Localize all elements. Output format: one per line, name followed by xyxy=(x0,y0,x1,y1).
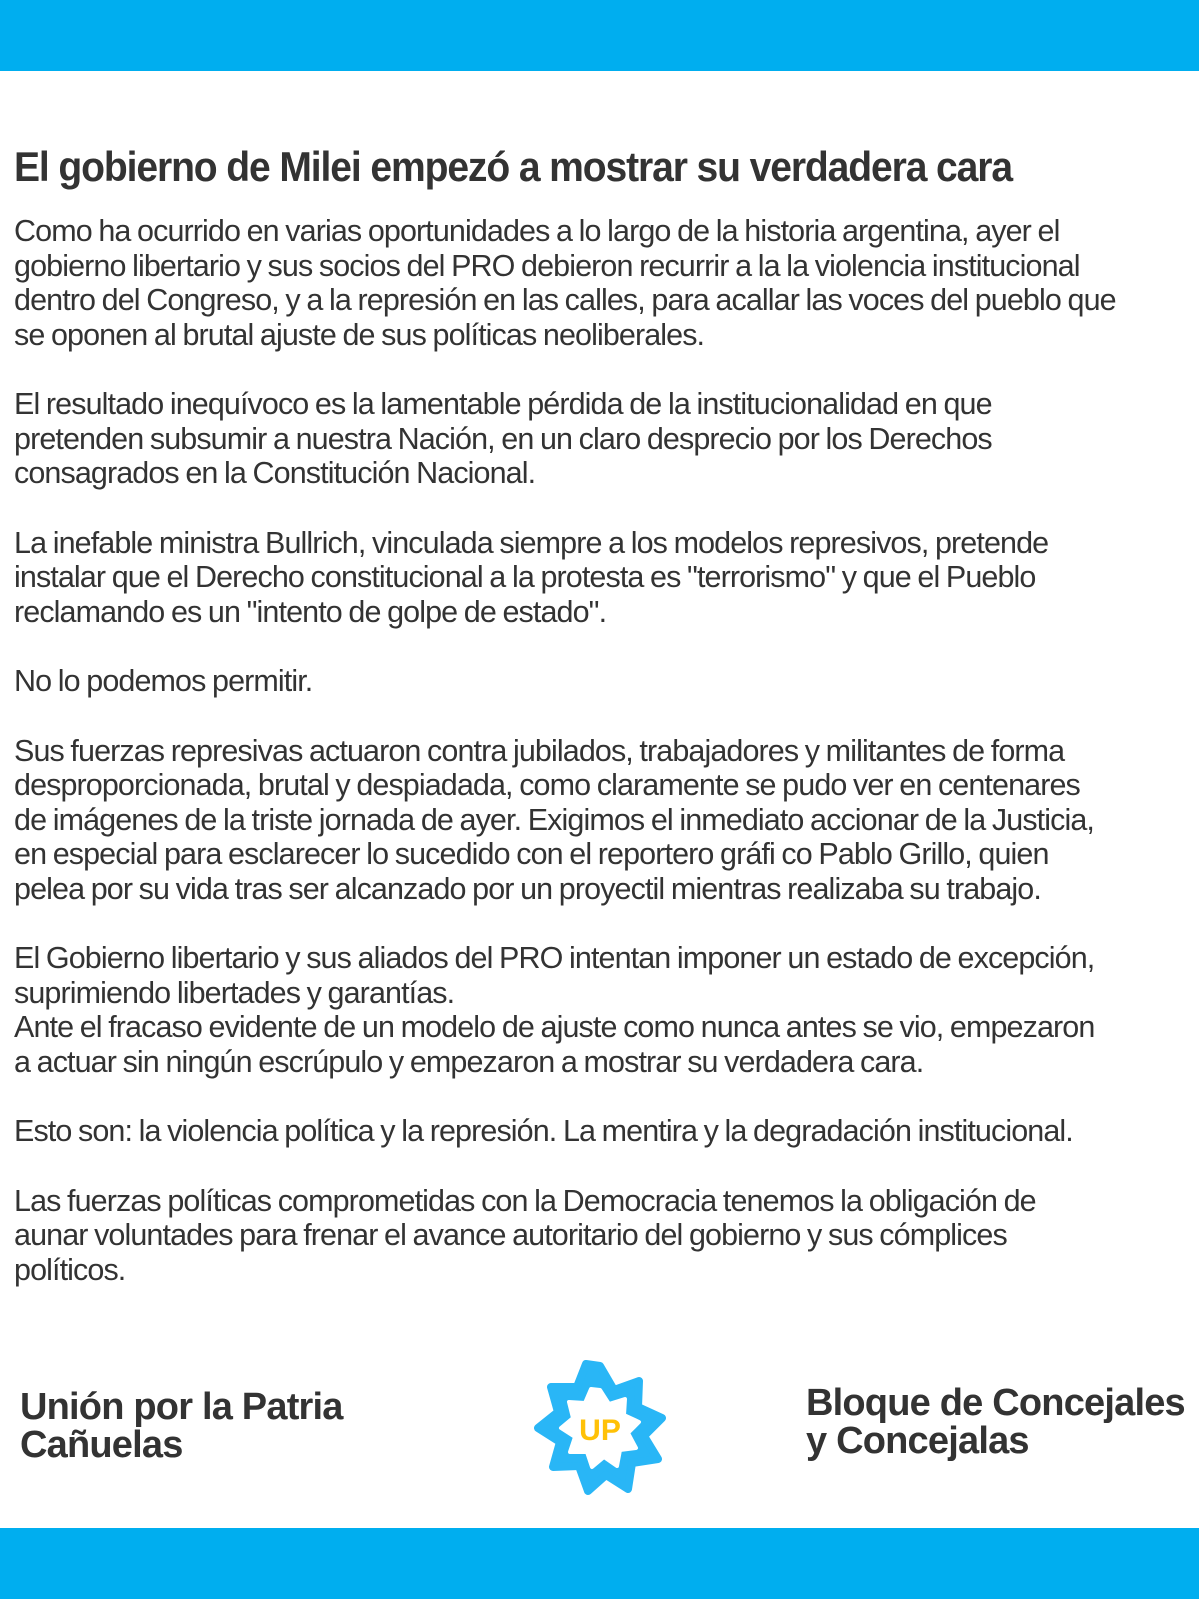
paragraph-4 xyxy=(14,664,1186,699)
paragraph-3 xyxy=(14,526,1186,630)
text-line: políticos. xyxy=(14,1252,126,1287)
text-line: gobierno libertario y sus socios del PRO debieron recurrir a la la violencia institucional xyxy=(14,248,1080,283)
text-line: desproporcionada, brutal y despiadada, como claramente se pudo ver en centenares xyxy=(14,768,1080,802)
paragraph-6 xyxy=(14,941,1186,1079)
text-line: Ante el fracaso evidente de un modelo de ajuste como nunca antes se vio, empezaron xyxy=(14,1010,1095,1044)
text-line: La inefable ministra Bullrich, vinculada siempre a los modelos represivos, pretende xyxy=(14,525,1049,560)
paragraph-7 xyxy=(14,1114,1186,1149)
statement-body xyxy=(14,214,1186,1322)
text-line: de imágenes de la triste jornada de ayer. Exigimos el inmediato accionar de la Justicia, xyxy=(14,802,1094,837)
text-line: a actuar sin ningún escrúpulo y empezaron a mostrar su verdadera cara. xyxy=(14,1044,924,1079)
signature-party-locality: Cañuelas xyxy=(20,1424,183,1466)
text-line: en especial para esclarecer lo sucedido con el reportero gráfi co Pablo Grillo, quien xyxy=(14,837,1049,871)
signature-party xyxy=(20,1388,343,1464)
text-line: El resultado inequívoco es la lamentable pérdida de la institucionalidad en que xyxy=(14,387,992,421)
text-line: reclamando es un "intento de golpe de estado". xyxy=(14,594,607,629)
text-line: consagrados en la Constitución Nacional. xyxy=(14,456,536,490)
page-title: El gobierno de Milei empezó a mostrar su verdadera cara xyxy=(14,143,1012,191)
text-line: instalar que el Derecho constitucional a la protesta es "terrorismo" y que el Pueblo xyxy=(14,560,1036,594)
text-line: No lo podemos permitir. xyxy=(14,664,313,698)
text-line: Sus fuerzas represivas actuaron contra jubilados, trabajadores y militantes de forma xyxy=(14,733,1065,768)
signature-bloc xyxy=(806,1384,1185,1460)
signature-bloc-line2: y Concejalas xyxy=(806,1420,1029,1462)
text-line: aunar voluntades para frenar el avance autoritario del gobierno y sus cómplices xyxy=(14,1218,1007,1252)
star-badge-icon xyxy=(532,1360,668,1496)
up-logo xyxy=(532,1360,668,1496)
text-line: dentro del Congreso, y a la represión en las calles, para acallar las voces del pueblo que xyxy=(14,283,1116,317)
svg-text:UP: UP xyxy=(579,1414,621,1447)
paragraph-5 xyxy=(14,734,1186,907)
text-line: Las fuerzas políticas comprometidas con la Democracia tenemos la obligación de xyxy=(14,1183,1036,1218)
signature-bloc-line1: Bloque de Concejales xyxy=(806,1382,1185,1424)
text-line: se oponen al brutal ajuste de sus políticas neoliberales. xyxy=(14,317,705,352)
text-line: El Gobierno libertario y sus aliados del PRO intentan imponer un estado de excepción, xyxy=(14,941,1095,975)
bottom-color-band xyxy=(0,1528,1199,1599)
text-line: pretenden subsumir a nuestra Nación, en un claro desprecio por los Derechos xyxy=(14,421,992,456)
paragraph-2 xyxy=(14,387,1186,491)
text-line: Esto son: la violencia política y la represión. La mentira y la degradación institucional. xyxy=(14,1114,1073,1148)
paragraph-1 xyxy=(14,214,1186,352)
text-line: Como ha ocurrido en varias oportunidades a lo largo de la historia argentina, ayer el xyxy=(14,214,1060,248)
signature-party-name: Unión por la Patria xyxy=(20,1386,343,1428)
text-line: suprimiendo libertades y garantías. xyxy=(14,975,455,1010)
text-line: pelea por su vida tras ser alcanzado por un proyectil mientras realizaba su trabajo. xyxy=(14,871,1041,906)
top-color-band xyxy=(0,0,1199,71)
paragraph-8 xyxy=(14,1184,1186,1288)
